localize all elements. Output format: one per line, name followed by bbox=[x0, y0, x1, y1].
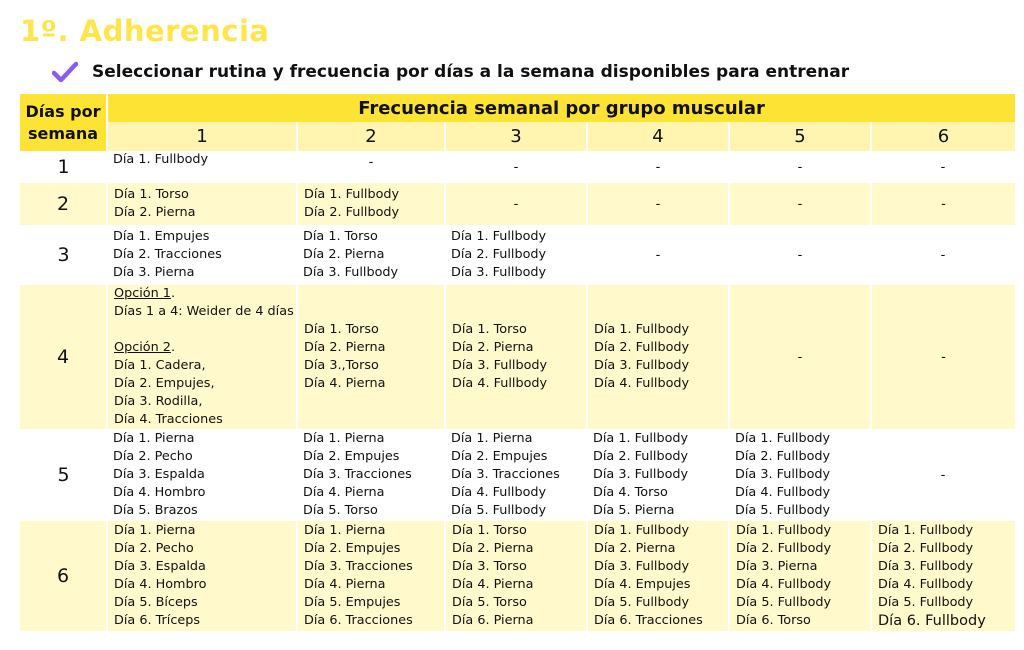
empty-cell: - bbox=[729, 183, 871, 225]
routine-day-line: Día 6. Tracciones bbox=[304, 613, 413, 628]
routine-cell bbox=[107, 521, 297, 631]
routine-day-line: Día 2. Tracciones bbox=[113, 247, 222, 262]
routine-day-line: Día 2. Pierna bbox=[304, 340, 386, 355]
routine-day-line: Día 5. Torso bbox=[303, 503, 378, 518]
days-per-week-cell: 1 bbox=[20, 151, 107, 183]
empty-cell: - bbox=[445, 151, 587, 183]
empty-cell: - bbox=[729, 285, 871, 429]
routine-cell bbox=[445, 285, 587, 429]
routine-day-line: Día 1. Pierna bbox=[304, 523, 386, 538]
routine-day-line: Día 2. Empujes bbox=[451, 449, 548, 464]
frequency-column-header: 2 bbox=[297, 122, 445, 151]
routine-day-line: Día 5. Torso bbox=[452, 595, 527, 610]
empty-cell: - bbox=[297, 151, 445, 183]
subtitle-row bbox=[52, 60, 849, 84]
routine-day-line: Día 3. Espalda bbox=[113, 467, 205, 482]
routine-day-line: Día 4. Pierna bbox=[303, 485, 385, 500]
frequency-column-header: 5 bbox=[729, 122, 871, 151]
empty-cell: - bbox=[729, 151, 871, 183]
routine-day-line: Día 2. Fullbody bbox=[304, 205, 400, 220]
subtitle-text: Seleccionar rutina y frecuencia por días a la semana disponibles para entrenar bbox=[92, 62, 850, 82]
frequency-table bbox=[20, 94, 1015, 631]
days-per-week-cell: 2 bbox=[20, 183, 107, 225]
table-row bbox=[20, 521, 1015, 631]
routine-day-line: Día 1. Fullbody bbox=[594, 322, 690, 337]
empty-cell: - bbox=[871, 285, 1015, 429]
routine-day-line: Día 2. Empujes bbox=[303, 449, 400, 464]
routine-day-line: Día 3. Pierna bbox=[113, 265, 195, 280]
routine-day-line: Día 4. Hombro bbox=[113, 485, 206, 500]
routine-day-line: Día 1. Fullbody bbox=[736, 523, 832, 538]
routine-day-line: Día 1. Fullbody bbox=[878, 523, 974, 538]
routine-day-line: Día 3. Tracciones bbox=[303, 467, 412, 482]
spacer bbox=[114, 321, 296, 339]
option-2-heading: Opción 2. bbox=[114, 340, 176, 355]
routine-day-line: Día 3. Pierna bbox=[736, 559, 818, 574]
routine-day-line: Día 4. Pierna bbox=[452, 577, 534, 592]
routine-day-line: Día 4. Fullbody bbox=[452, 376, 548, 391]
routine-day-line: Día 4. Fullbody bbox=[451, 485, 547, 500]
days-header-line2: semana bbox=[27, 123, 99, 143]
option-2-item: Día 4. Tracciones bbox=[114, 412, 223, 427]
routine-day-line: Día 3. Fullbody bbox=[878, 559, 974, 574]
page-title: 1º. Adherencia bbox=[20, 14, 270, 48]
option-2-label: Opción 2 bbox=[114, 340, 171, 355]
routine-day-line: Día 3. Tracciones bbox=[451, 467, 560, 482]
routine-day-line: Día 3. Fullbody bbox=[594, 559, 690, 574]
table-row bbox=[20, 183, 1015, 225]
routine-cell bbox=[297, 429, 445, 521]
routine-day-line: Día 2. Pierna bbox=[452, 541, 534, 556]
routine-cell bbox=[729, 429, 871, 521]
routine-day-line: Día 5. Bíceps bbox=[114, 595, 198, 610]
empty-cell: - bbox=[587, 151, 729, 183]
routine-day-line: Día 1. Pierna bbox=[451, 431, 533, 446]
routine-day-line: Día 5. Pierna bbox=[593, 503, 675, 518]
routine-day-line: Día 4. Fullbody bbox=[878, 577, 974, 592]
frequency-number-row bbox=[20, 122, 1015, 151]
routine-options-cell bbox=[107, 285, 297, 429]
days-per-week-cell: 3 bbox=[20, 225, 107, 285]
routine-day-line: Día 4. Empujes bbox=[594, 577, 691, 592]
routine-day-line: Día 2. Fullbody bbox=[736, 541, 832, 556]
routine-day-line: Día 3. Fullbody bbox=[451, 265, 547, 280]
routine-day-line: Día 5. Fullbody bbox=[594, 595, 690, 610]
frequency-header: Frecuencia semanal por grupo muscular bbox=[107, 94, 1015, 122]
routine-day-line: Día 3. Fullbody bbox=[594, 358, 690, 373]
routine-cell bbox=[445, 521, 587, 631]
routine-day-line: Día 1. Torso bbox=[452, 322, 527, 337]
routine-day-line: Día 3. Espalda bbox=[114, 559, 206, 574]
routine-day-line: Día 2. Pierna bbox=[114, 205, 196, 220]
routine-day-line: Día 4. Pierna bbox=[304, 376, 386, 391]
routine-day-line: Día 5. Fullbody bbox=[451, 503, 547, 518]
frequency-column-header: 4 bbox=[587, 122, 729, 151]
empty-cell: - bbox=[871, 225, 1015, 285]
option-2-item: Día 3. Rodilla, bbox=[114, 394, 203, 409]
routine-cell bbox=[871, 521, 1015, 631]
table-row bbox=[20, 151, 1015, 183]
routine-day-line: Día 4. Pierna bbox=[304, 577, 386, 592]
routine-cell bbox=[107, 225, 297, 285]
frequency-column-header: 1 bbox=[107, 122, 297, 151]
routine-day-line: Día 4. Fullbody bbox=[735, 485, 831, 500]
routine-day-line: Día 6. Pierna bbox=[452, 613, 534, 628]
routine-cell bbox=[729, 521, 871, 631]
routine-cell bbox=[445, 225, 587, 285]
days-per-week-cell: 6 bbox=[20, 521, 107, 631]
empty-cell: - bbox=[445, 183, 587, 225]
days-per-week-cell: 5 bbox=[20, 429, 107, 521]
routine-day-line: Día 2. Fullbody bbox=[451, 247, 547, 262]
routine-day-line: Día 4. Torso bbox=[593, 485, 668, 500]
routine-day-line: Día 1. Fullbody bbox=[304, 187, 400, 202]
routine-day-line: Día 1. Fullbody bbox=[451, 229, 547, 244]
routine-day-line: Día 1. Pierna bbox=[303, 431, 385, 446]
routine-day-line: Día 2. Fullbody bbox=[735, 449, 831, 464]
empty-cell: - bbox=[587, 183, 729, 225]
empty-cell: - bbox=[729, 225, 871, 285]
routine-cell bbox=[297, 521, 445, 631]
frequency-column-header: 6 bbox=[871, 122, 1015, 151]
table-row bbox=[20, 225, 1015, 285]
checkmark-icon bbox=[52, 61, 78, 83]
routine-day-line: Día 1. Fullbody bbox=[594, 523, 690, 538]
routine-day-line: Día 6. Tracciones bbox=[594, 613, 703, 628]
routine-cell bbox=[107, 183, 297, 225]
routine-day-line: Día 1. Pierna bbox=[114, 523, 196, 538]
option-2-item: Día 2. Empujes, bbox=[114, 376, 215, 391]
routine-day-line: Día 3. Fullbody bbox=[452, 358, 548, 373]
routine-day-line: Día 1. Fullbody bbox=[593, 431, 689, 446]
table-row bbox=[20, 429, 1015, 521]
empty-cell: - bbox=[871, 151, 1015, 183]
routine-day-line: Día 6. Fullbody bbox=[878, 613, 986, 629]
routine-day-line: Día 3. Fullbody bbox=[735, 467, 831, 482]
routine-day-line: Día 1. Pierna bbox=[113, 431, 195, 446]
routine-day-line: Día 3. Fullbody bbox=[593, 467, 689, 482]
routine-day-line: Día 1. Fullbody bbox=[113, 152, 209, 167]
routine-day-line: Día 3. Tracciones bbox=[304, 559, 413, 574]
routine-cell bbox=[107, 429, 297, 521]
option-1-text: Días 1 a 4: Weider de 4 días bbox=[114, 304, 294, 319]
routine-day-line: Día 2. Fullbody bbox=[593, 449, 689, 464]
frequency-column-header: 3 bbox=[445, 122, 587, 151]
routine-cell bbox=[297, 285, 445, 429]
routine-day-line: Día 3. Fullbody bbox=[303, 265, 399, 280]
routine-day-line: Día 6. Tríceps bbox=[114, 613, 201, 628]
routine-cell bbox=[587, 429, 729, 521]
empty-cell: - bbox=[871, 429, 1015, 521]
routine-day-line: Día 2. Fullbody bbox=[878, 541, 974, 556]
routine-day-line: Día 2. Pierna bbox=[303, 247, 385, 262]
routine-day-line: Día 1. Empujes bbox=[113, 229, 210, 244]
routine-day-line: Día 2. Pecho bbox=[113, 449, 193, 464]
routine-day-line: Día 3.,Torso bbox=[304, 358, 379, 373]
routine-cell bbox=[297, 183, 445, 225]
routine-day-line: Día 4. Fullbody bbox=[594, 376, 690, 391]
routine-day-line: Día 5. Brazos bbox=[113, 503, 198, 518]
days-per-week-header bbox=[20, 94, 107, 151]
routine-day-line: Día 2. Pecho bbox=[114, 541, 194, 556]
routine-cell bbox=[107, 151, 297, 183]
routine-day-line: Día 2. Fullbody bbox=[594, 340, 690, 355]
routine-day-line: Día 1. Torso bbox=[304, 322, 379, 337]
empty-cell: - bbox=[587, 225, 729, 285]
routine-day-line: Día 2. Pierna bbox=[452, 340, 534, 355]
table-row bbox=[20, 285, 1015, 429]
routine-day-line: Día 1. Torso bbox=[114, 187, 189, 202]
routine-day-line: Día 1. Torso bbox=[303, 229, 378, 244]
option-2-item: Día 1. Cadera, bbox=[114, 358, 206, 373]
routine-day-line: Día 1. Torso bbox=[452, 523, 527, 538]
days-per-week-cell: 4 bbox=[20, 285, 107, 429]
routine-cell bbox=[445, 429, 587, 521]
routine-day-line: Día 5. Fullbody bbox=[735, 503, 831, 518]
routine-day-line: Día 1. Fullbody bbox=[735, 431, 831, 446]
days-header-line1: Días por bbox=[25, 101, 101, 121]
routine-day-line: Día 5. Empujes bbox=[304, 595, 401, 610]
option-1-label: Opción 1 bbox=[114, 286, 171, 301]
routine-cell bbox=[297, 225, 445, 285]
table-body bbox=[20, 151, 1015, 631]
routine-day-line: Día 5. Fullbody bbox=[878, 595, 974, 610]
routine-day-line: Día 6. Torso bbox=[736, 613, 811, 628]
routine-day-line: Día 4. Hombro bbox=[114, 577, 207, 592]
routine-day-line: Día 4. Fullbody bbox=[736, 577, 832, 592]
routine-day-line: Día 3. Torso bbox=[452, 559, 527, 574]
routine-day-line: Día 5. Fullbody bbox=[736, 595, 832, 610]
empty-cell: - bbox=[871, 183, 1015, 225]
routine-day-line: Día 2. Pierna bbox=[594, 541, 676, 556]
routine-cell bbox=[587, 285, 729, 429]
option-1-heading: Opción 1. bbox=[114, 286, 176, 301]
routine-day-line: Día 2. Empujes bbox=[304, 541, 401, 556]
routine-cell bbox=[587, 521, 729, 631]
